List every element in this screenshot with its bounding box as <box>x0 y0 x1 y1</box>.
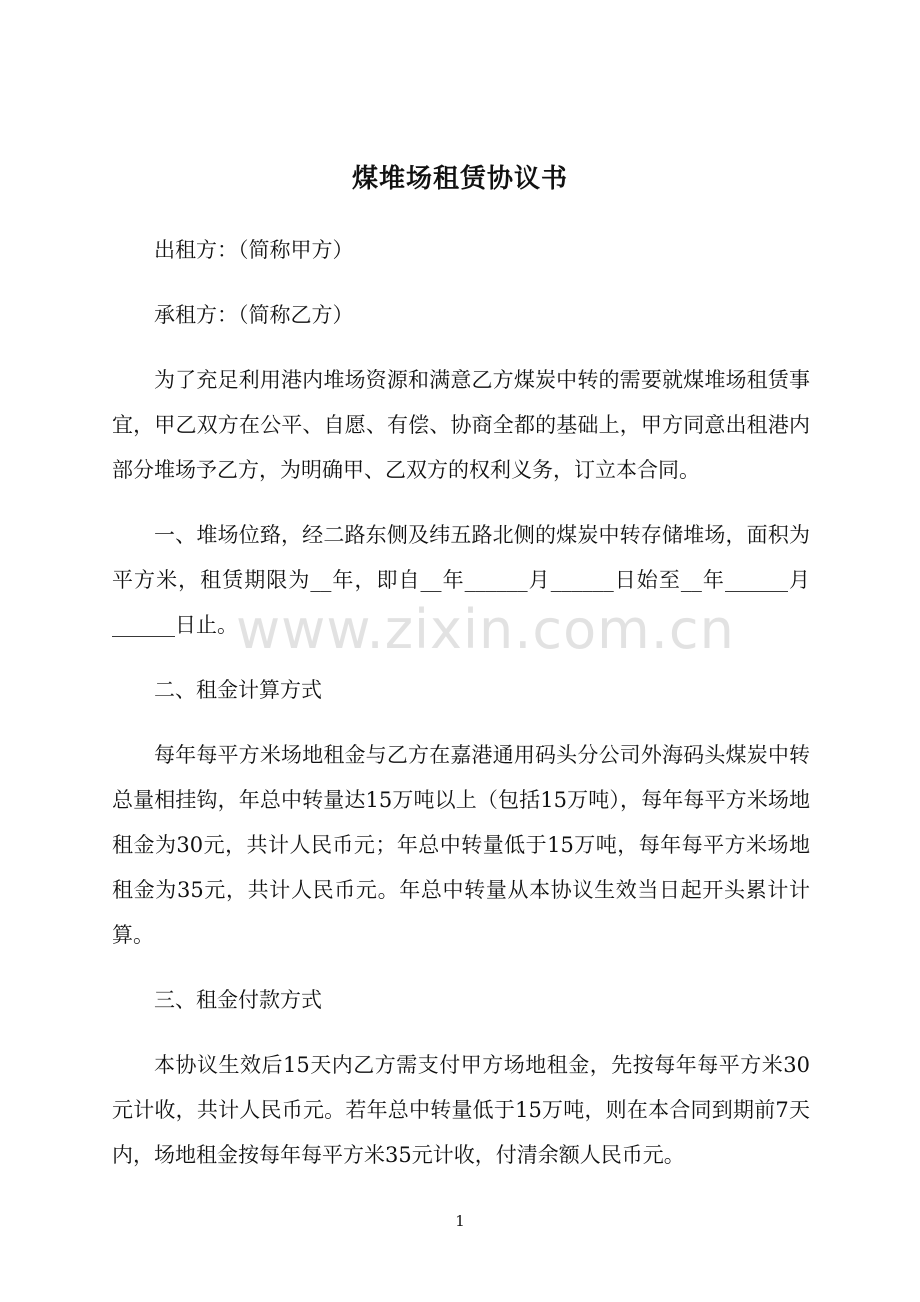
clause-2-heading: 二、租金计算方式 <box>154 678 322 702</box>
lessee-line: 承租方：（简称乙方） <box>154 303 354 327</box>
clause-1-paragraph: 一、堆场位臵，经二路东侧及纬五路北侧的煤炭中转存储堆场，面积为平方米，租赁期限为__年，即自__年______月______日始至__年______月______日止。 <box>112 523 810 637</box>
clause-2-paragraph: 每年每平方米场地租金与乙方在嘉港通用码头分公司外海码头煤炭中转总量相挂钩，年总中转量达15万吨以上（包括15万吨），每年每平方米场地租金为30元，共计人民币元；年总中转量低于15万吨，每年每平方米场地租金为35元，共计人民币元。年总中转量从本协议生效当日起开头累计计算。 <box>112 743 810 947</box>
document-title: 煤堆场租赁协议书 <box>351 164 568 194</box>
clause-3-heading: 三、租金付款方式 <box>154 988 322 1012</box>
clause-3-paragraph: 本协议生效后15天内乙方需支付甲方场地租金，先按每年每平方米30元计收，共计人民币元。若年总中转量低于15万吨，则在本合同到期前7天内，场地租金按每年每平方米35元计收，付清余额人民币元。 <box>112 1053 810 1167</box>
watermark: www.zixin.com.cn <box>236 598 735 661</box>
lessor-line: 出租方：（简称甲方） <box>154 238 354 262</box>
document-body <box>112 228 810 1198</box>
preamble-paragraph: 为了充足利用港内堆场资源和满意乙方煤炭中转的需要就煤堆场租赁事宜，甲乙双方在公平、自愿、有偿、协商全都的基础上，甲方同意出租港内部分堆场予乙方，为明确甲、乙双方的权利义务，订立本合同。 <box>112 368 810 482</box>
page-number: 1 <box>455 1212 465 1230</box>
